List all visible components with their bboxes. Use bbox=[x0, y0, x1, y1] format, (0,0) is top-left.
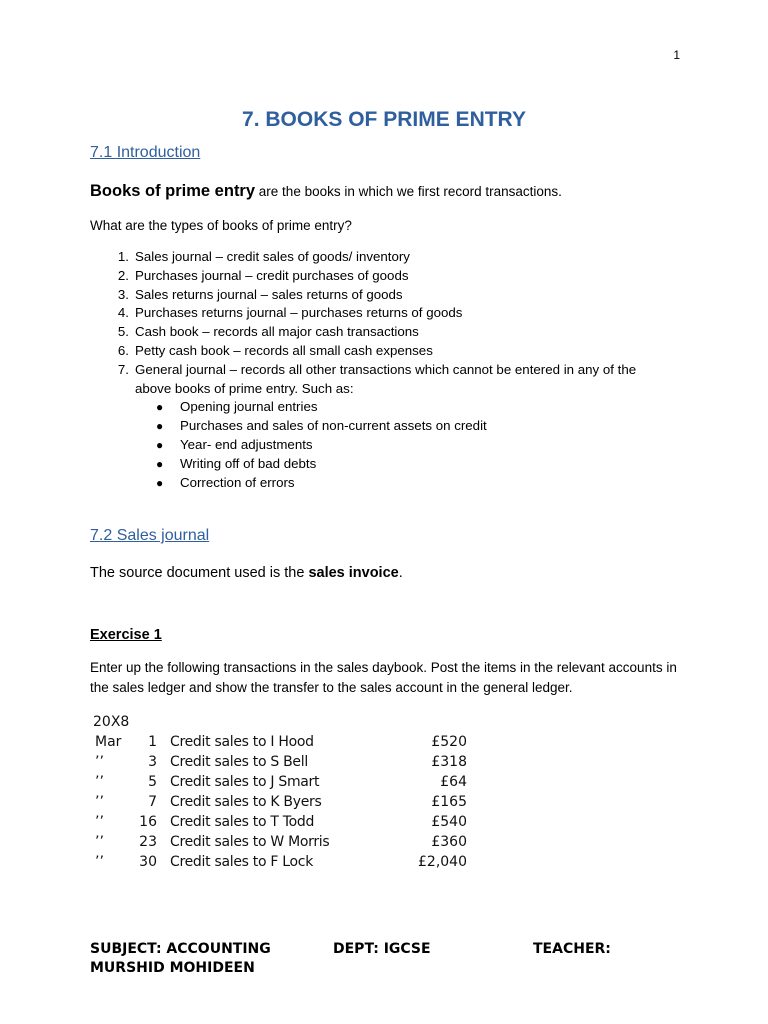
row-day: 16 bbox=[139, 814, 157, 830]
list-item bbox=[117, 286, 675, 305]
exercise-heading: Exercise 1 bbox=[90, 627, 162, 643]
row-day: 30 bbox=[139, 854, 157, 870]
definition-text: are the books in which we first record transactions. bbox=[255, 184, 562, 199]
list-number: 7. bbox=[117, 361, 129, 377]
bullet-icon: ● bbox=[156, 400, 164, 415]
intro-heading: 7.1 Introduction bbox=[90, 144, 201, 161]
row-month: ’’ bbox=[95, 774, 104, 790]
row-amount: £2,040 bbox=[418, 854, 467, 870]
bullet-icon: ● bbox=[156, 475, 164, 490]
document-title: 7. BOOKS OF PRIME ENTRY bbox=[242, 108, 526, 131]
list-item bbox=[117, 248, 675, 267]
list-number: 1. bbox=[117, 249, 129, 264]
bullet-icon: ● bbox=[156, 437, 164, 452]
row-amount: £540 bbox=[431, 814, 467, 830]
row-description: Credit sales to J Smart bbox=[170, 774, 320, 790]
row-amount: £165 bbox=[431, 794, 467, 810]
list-number: 5. bbox=[117, 324, 129, 340]
row-amount: £520 bbox=[431, 734, 467, 750]
row-month: Mar bbox=[95, 734, 122, 750]
list-number: 2. bbox=[117, 267, 129, 283]
bullet-item bbox=[135, 474, 675, 493]
exercise-instructions: Enter up the following transactions in the sales daybook. Post the items in the relevant accounts in the sales ledger and show the transfer to the sales account in the general ledger. bbox=[90, 660, 677, 695]
row-description: Credit sales to F Lock bbox=[170, 854, 314, 870]
row-description: Credit sales to K Byers bbox=[170, 794, 322, 810]
footer-teacher-label: TEACHER: bbox=[533, 941, 611, 957]
bullet-icon: ● bbox=[156, 419, 164, 434]
row-description: Credit sales to W Morris bbox=[170, 834, 330, 850]
bullet-item bbox=[135, 398, 675, 417]
list-item bbox=[117, 267, 675, 286]
list-number: 6. bbox=[117, 342, 129, 358]
definition-term: Books of prime entry bbox=[90, 182, 256, 200]
page-number: 1 bbox=[673, 48, 680, 62]
list-item-text: Sales journal – credit sales of goods/ inventory bbox=[135, 249, 410, 264]
types-question: What are the types of books of prime entry? bbox=[90, 218, 352, 233]
list-item-text: Cash book – records all major cash transactions bbox=[135, 324, 419, 340]
bullet-text: Year- end adjustments bbox=[180, 436, 313, 452]
row-amount: £360 bbox=[431, 834, 467, 850]
general-journal-examples bbox=[135, 398, 675, 492]
table-row bbox=[93, 832, 473, 852]
bullet-icon: ● bbox=[156, 456, 164, 471]
table-row bbox=[93, 852, 473, 872]
row-month: ’’ bbox=[95, 834, 104, 850]
bullet-item bbox=[135, 436, 675, 455]
row-description: Credit sales to S Bell bbox=[170, 754, 308, 770]
row-day: 5 bbox=[148, 774, 157, 790]
row-month: ’’ bbox=[95, 794, 104, 810]
row-description: Credit sales to T Todd bbox=[170, 814, 315, 830]
row-day: 23 bbox=[139, 834, 157, 850]
source-suffix: . bbox=[398, 565, 403, 581]
list-item bbox=[117, 361, 675, 493]
sales-journal-heading: 7.2 Sales journal bbox=[90, 527, 210, 544]
list-item bbox=[117, 323, 675, 342]
row-day: 7 bbox=[148, 794, 157, 810]
transactions-table bbox=[93, 712, 473, 872]
book-types-list bbox=[117, 248, 675, 492]
list-item-text: Purchases returns journal – purchases returns of goods bbox=[135, 305, 463, 321]
table-row bbox=[93, 812, 473, 832]
intro-definition bbox=[90, 182, 562, 201]
bullet-text: Writing off of bad debts bbox=[180, 455, 317, 471]
bullet-text: Correction of errors bbox=[180, 474, 295, 490]
source-prefix: The source document used is the bbox=[90, 565, 309, 581]
row-day: 3 bbox=[148, 754, 157, 770]
list-item-text: Petty cash book – records all small cash expenses bbox=[135, 342, 433, 358]
table-row bbox=[93, 752, 473, 772]
row-day: 1 bbox=[148, 734, 157, 750]
footer-subject: SUBJECT: ACCOUNTING bbox=[90, 941, 271, 957]
footer-teacher-name: MURSHID MOHIDEEN bbox=[90, 960, 255, 976]
transactions-year: 20X8 bbox=[93, 714, 130, 730]
table-row bbox=[93, 772, 473, 792]
row-amount: £318 bbox=[431, 754, 467, 770]
bullet-text: Opening journal entries bbox=[180, 399, 318, 415]
list-item bbox=[117, 304, 675, 323]
row-month: ’’ bbox=[95, 814, 104, 830]
bullet-text: Purchases and sales of non-current assets on credit bbox=[180, 418, 487, 434]
footer-dept: DEPT: IGCSE bbox=[333, 941, 431, 957]
list-item-text: Sales returns journal – sales returns of goods bbox=[135, 286, 403, 302]
bullet-item bbox=[135, 417, 675, 436]
row-amount: £64 bbox=[440, 774, 467, 790]
row-month: ’’ bbox=[95, 854, 104, 870]
list-item-text: General journal – records all other transactions which cannot be entered in any of the above books of prime entry. Such as: bbox=[135, 361, 637, 396]
table-row bbox=[93, 732, 473, 752]
list-item-text: Purchases journal – credit purchases of goods bbox=[135, 267, 409, 283]
source-document-line bbox=[90, 565, 403, 581]
list-number: 3. bbox=[117, 286, 129, 302]
list-item bbox=[117, 342, 675, 361]
row-description: Credit sales to I Hood bbox=[170, 734, 314, 750]
row-month: ’’ bbox=[95, 754, 104, 770]
table-row bbox=[93, 792, 473, 812]
list-number: 4. bbox=[117, 305, 129, 321]
source-document: sales invoice bbox=[308, 565, 399, 581]
bullet-item bbox=[135, 455, 675, 474]
